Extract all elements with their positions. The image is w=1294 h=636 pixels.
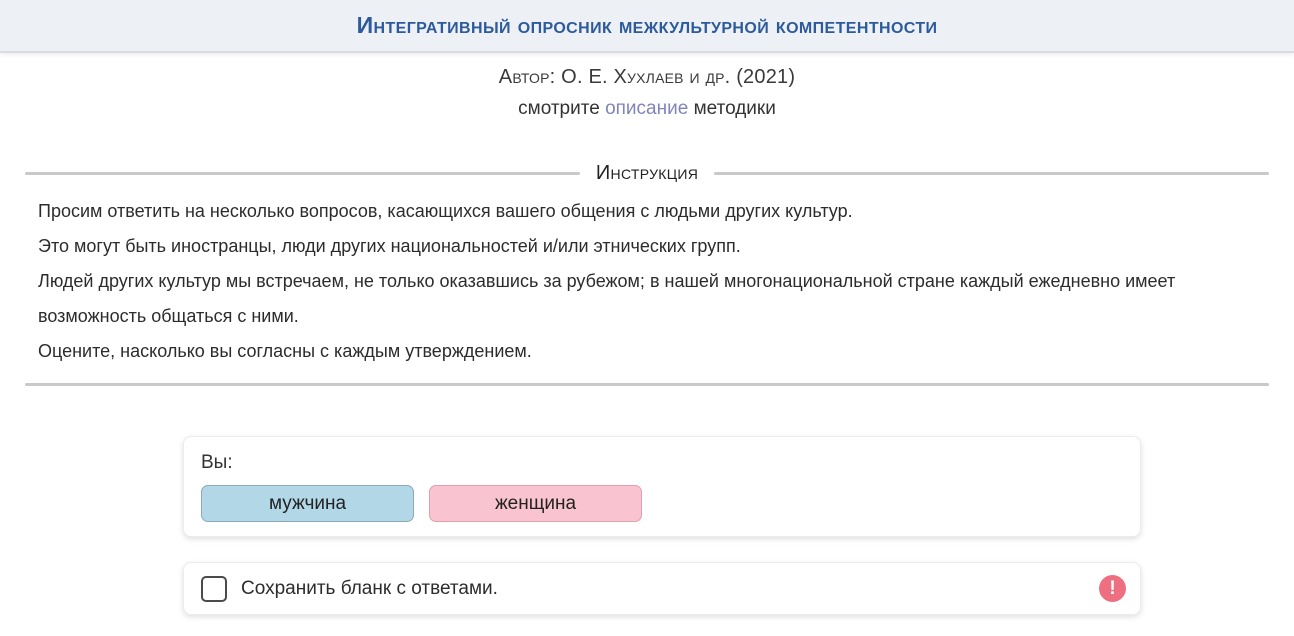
save-answers-label[interactable]: Сохранить бланк с ответами. <box>241 577 498 599</box>
author-line: Автор: О. Е. Хухлаев и др. (2021) <box>498 66 796 88</box>
male-button[interactable]: мужчина <box>201 485 414 522</box>
instruction-paragraph-2: Это могут быть иностранцы, люди других национальностей и/или этнических групп. <box>38 236 741 256</box>
description-link[interactable]: описание <box>605 98 689 119</box>
instruction-legend-row <box>25 162 1269 185</box>
instruction-legend: Инструкция <box>595 162 699 184</box>
divider-line-right <box>714 172 1269 175</box>
see-prefix-text: смотрите <box>518 98 600 119</box>
instruction-section <box>0 162 1294 386</box>
divider-line-left <box>25 172 580 175</box>
save-answers-card <box>183 562 1141 615</box>
save-answers-checkbox[interactable] <box>201 576 227 602</box>
see-suffix-text: методики <box>693 98 776 119</box>
section-divider <box>25 383 1269 386</box>
instruction-paragraphs <box>0 185 1294 377</box>
description-line <box>0 98 1294 120</box>
gender-button-row <box>201 485 1123 522</box>
header-bar <box>0 0 1294 53</box>
female-button[interactable]: женщина <box>429 485 642 522</box>
instruction-paragraph-1: Просим ответить на несколько вопросов, касающихся вашего общения с людьми других культур. <box>38 201 853 221</box>
exclamation-circle-icon[interactable]: ! <box>1099 575 1126 602</box>
subheader <box>0 53 1294 120</box>
page-title: Интегративный опросник межкультурной компетентности <box>356 12 938 38</box>
gender-card <box>183 436 1141 537</box>
instruction-paragraph-3: Людей других культур мы встречаем, не только оказавшись за рубежом; в нашей многонациональной стране каждый ежедневно имеет возможность общаться с ними. <box>38 271 1176 326</box>
form-area <box>183 436 1141 615</box>
instruction-paragraph-4: Оцените, насколько вы согласны с каждым утверждением. <box>38 341 532 361</box>
gender-question-label: Вы: <box>201 452 233 473</box>
